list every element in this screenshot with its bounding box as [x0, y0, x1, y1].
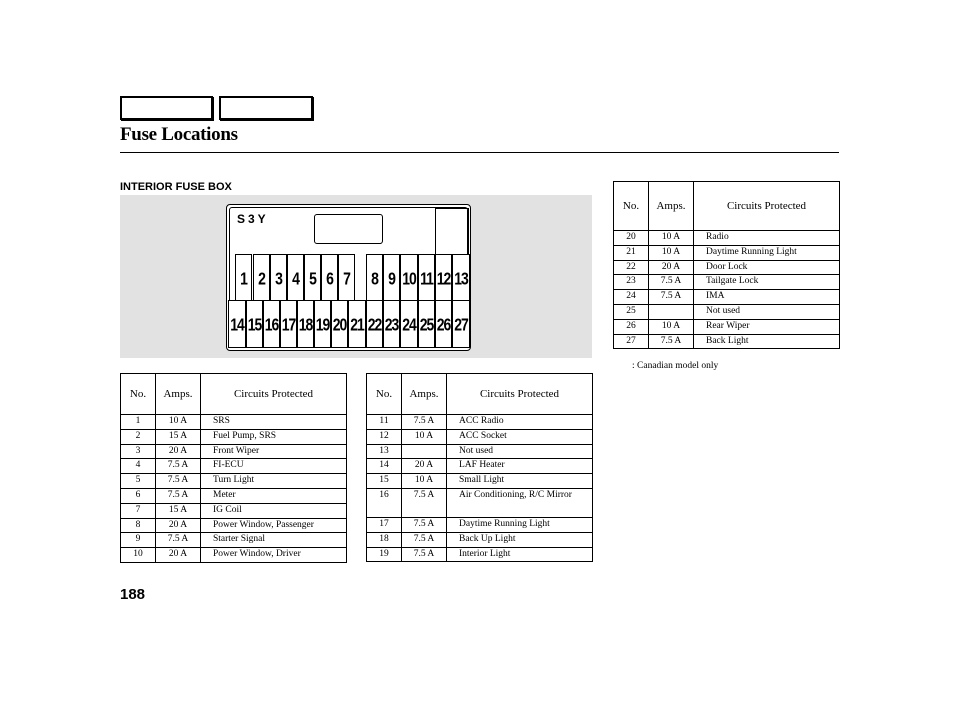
fuse-number-cell: 2: [121, 429, 156, 444]
amps-cell: 15 A: [156, 503, 201, 518]
circuit-cell: Air Conditioning, R/C Mirror: [447, 488, 593, 517]
fuse-number-label: 26: [436, 314, 451, 334]
circuit-cell: IG Coil: [201, 503, 347, 518]
circuit-cell: Not used: [447, 444, 593, 459]
circuit-cell: Turn Light: [201, 474, 347, 489]
circuit-cell: Back Light: [694, 334, 840, 349]
table-row: [367, 415, 593, 430]
table-row: [614, 319, 840, 334]
fuse-table-3: [613, 181, 840, 349]
table-row: [367, 547, 593, 562]
fuse-number-cell: 22: [614, 260, 649, 275]
amps-cell: 10 A: [402, 474, 447, 489]
circuit-cell: Starter Signal: [201, 533, 347, 548]
amps-cell: 7.5 A: [649, 334, 694, 349]
fuse-slot-19: [314, 300, 331, 348]
circuit-cell: Daytime Running Light: [447, 517, 593, 532]
fuse-slot-11: [418, 254, 435, 301]
fuse-slot-14: [228, 300, 246, 348]
amps-cell: 7.5 A: [402, 415, 447, 430]
fuse-number-cell: 19: [367, 547, 402, 562]
column-header-no: No.: [121, 374, 156, 415]
fuse-number-cell: 6: [121, 488, 156, 503]
fuse-table-2: [366, 373, 593, 562]
fuse-number-label: 18: [298, 314, 313, 334]
fuse-number-label: 8: [371, 267, 378, 288]
fuse-number-label: 17: [281, 314, 296, 334]
amps-cell: 20 A: [156, 548, 201, 563]
table-header-row: [614, 182, 840, 231]
table-row: [614, 275, 840, 290]
table-row: [121, 444, 347, 459]
column-header-circuits: Circuits Protected: [447, 374, 593, 415]
amps-cell: 7.5 A: [156, 533, 201, 548]
fuse-slot-17: [280, 300, 297, 348]
fuse-number-cell: 10: [121, 548, 156, 563]
amps-cell: 10 A: [649, 245, 694, 260]
model-code-label: S3Y: [237, 212, 269, 226]
table-row: [614, 260, 840, 275]
fuse-number-label: 13: [454, 267, 468, 288]
table-row: [367, 488, 593, 517]
amps-cell: 20 A: [649, 260, 694, 275]
fuse-number-label: 6: [326, 267, 333, 288]
fuse-number-label: 2: [258, 267, 265, 288]
fuse-number-label: 19: [315, 314, 330, 334]
circuit-cell: Power Window, Driver: [201, 548, 347, 563]
fuse-number-label: 3: [275, 267, 282, 288]
fuse-number-cell: 27: [614, 334, 649, 349]
amps-cell: 10 A: [156, 415, 201, 430]
fuse-number-label: 22: [367, 314, 382, 334]
fuse-slot-16: [263, 300, 280, 348]
table-row: [121, 533, 347, 548]
amps-cell: 10 A: [649, 231, 694, 246]
fuse-number-cell: 20: [614, 231, 649, 246]
circuit-cell: Radio: [694, 231, 840, 246]
footnote: : Canadian model only: [632, 361, 719, 371]
fuse-slot-9: [383, 254, 400, 301]
title-divider: [120, 152, 839, 153]
fuse-slot-25: [418, 300, 435, 348]
fuse-number-cell: 5: [121, 474, 156, 489]
circuit-cell: Daytime Running Light: [694, 245, 840, 260]
circuit-cell: Tailgate Lock: [694, 275, 840, 290]
fuse-slot-6: [321, 254, 338, 301]
table-row: [367, 532, 593, 547]
fuse-table-3-body: [614, 231, 840, 349]
table-row: [367, 474, 593, 489]
fuse-number-cell: 25: [614, 304, 649, 319]
fuse-number-label: 20: [332, 314, 347, 334]
fuse-number-cell: 24: [614, 290, 649, 305]
table-row: [121, 415, 347, 430]
fuse-slot-18: [297, 300, 314, 348]
table-row: [121, 429, 347, 444]
fuse-number-cell: 17: [367, 517, 402, 532]
table-row: [614, 245, 840, 260]
fuse-number-label: 24: [402, 314, 416, 334]
table-row: [121, 459, 347, 474]
circuit-cell: Power Window, Passenger: [201, 518, 347, 533]
page-number: 188: [120, 586, 146, 603]
fuse-slot-4: [287, 254, 304, 301]
table-row: [614, 231, 840, 246]
fuse-number-label: 16: [264, 314, 279, 334]
amps-cell: 7.5 A: [156, 459, 201, 474]
amps-cell: 7.5 A: [649, 275, 694, 290]
table-row: [367, 444, 593, 459]
fuse-number-cell: 4: [121, 459, 156, 474]
fuse-slot-5: [304, 254, 321, 301]
fuse-number-cell: 9: [121, 533, 156, 548]
circuit-cell: Front Wiper: [201, 444, 347, 459]
fuse-slot-13: [452, 254, 470, 301]
section-title: INTERIOR FUSE BOX: [120, 181, 232, 193]
fuse-number-cell: 1: [121, 415, 156, 430]
column-header-no: No.: [367, 374, 402, 415]
fuse-number-label: 7: [343, 267, 350, 288]
fuse-number-label: 12: [436, 267, 451, 288]
fuse-number-cell: 7: [121, 503, 156, 518]
circuit-cell: ACC Socket: [447, 429, 593, 444]
circuit-cell: Interior Light: [447, 547, 593, 562]
fuse-slot-7: [338, 254, 355, 301]
amps-cell: 7.5 A: [156, 474, 201, 489]
table-row: [367, 429, 593, 444]
fuse-number-label: 10: [402, 267, 416, 288]
fuse-number-cell: 26: [614, 319, 649, 334]
fuse-number-label: 1: [240, 267, 247, 288]
fuse-slot-2: [253, 254, 270, 301]
fuse-number-label: 27: [454, 314, 468, 334]
amps-cell: 20 A: [402, 459, 447, 474]
amps-cell: 7.5 A: [402, 547, 447, 562]
column-header-amps: Amps.: [402, 374, 447, 415]
table-row: [614, 334, 840, 349]
page-title: Fuse Locations: [120, 124, 238, 145]
table-row: [121, 503, 347, 518]
fuse-slot-1: [235, 254, 252, 301]
table-row: [614, 304, 840, 319]
table-row: [367, 517, 593, 532]
fuse-slot-26: [435, 300, 452, 348]
circuit-cell: Back Up Light: [447, 532, 593, 547]
amps-cell: [649, 304, 694, 319]
fuse-number-label: 14: [230, 314, 244, 334]
amps-cell: 10 A: [649, 319, 694, 334]
fuse-number-label: 11: [420, 267, 433, 288]
amps-cell: 15 A: [156, 429, 201, 444]
fuse-number-cell: 13: [367, 444, 402, 459]
circuit-cell: Door Lock: [694, 260, 840, 275]
amps-cell: 20 A: [156, 518, 201, 533]
amps-cell: 7.5 A: [156, 488, 201, 503]
circuit-cell: LAF Heater: [447, 459, 593, 474]
circuit-cell: Meter: [201, 488, 347, 503]
circuit-cell: Fuel Pump, SRS: [201, 429, 347, 444]
fuse-number-label: 23: [384, 314, 399, 334]
fuse-number-cell: 3: [121, 444, 156, 459]
nav-tab-box-1[interactable]: [120, 96, 213, 120]
fuse-slot-20: [331, 300, 348, 348]
fuse-number-cell: 23: [614, 275, 649, 290]
fuse-number-label: 9: [388, 267, 395, 288]
fuse-number-cell: 14: [367, 459, 402, 474]
fuse-number-label: 4: [292, 267, 299, 288]
table-row: [121, 488, 347, 503]
fuse-number-label: 25: [419, 314, 434, 334]
fuse-number-label: 5: [309, 267, 316, 288]
amps-cell: 7.5 A: [402, 532, 447, 547]
amps-cell: 10 A: [402, 429, 447, 444]
amps-cell: 20 A: [156, 444, 201, 459]
fuse-slot-12: [435, 254, 452, 301]
nav-tab-box-2[interactable]: [219, 96, 313, 120]
fuse-number-cell: 21: [614, 245, 649, 260]
circuit-cell: FI-ECU: [201, 459, 347, 474]
fuse-slot-10: [400, 254, 418, 301]
fuse-slot-24: [400, 300, 418, 348]
table-row: [121, 518, 347, 533]
fuse-number-label: 21: [350, 314, 364, 334]
table-header-row: [367, 374, 593, 415]
fuse-table-1-body: [121, 415, 347, 563]
fuse-slot-23: [383, 300, 400, 348]
amps-cell: [402, 444, 447, 459]
circuit-cell: SRS: [201, 415, 347, 430]
fuse-box-window: [314, 214, 383, 244]
circuit-cell: ACC Radio: [447, 415, 593, 430]
circuit-cell: IMA: [694, 290, 840, 305]
circuit-cell: Small Light: [447, 474, 593, 489]
circuit-cell: Not used: [694, 304, 840, 319]
fuse-slot-21: [348, 300, 366, 348]
fuse-slot-22: [366, 300, 383, 348]
table-row: [121, 548, 347, 563]
column-header-circuits: Circuits Protected: [201, 374, 347, 415]
amps-cell: 7.5 A: [402, 488, 447, 517]
column-header-no: No.: [614, 182, 649, 231]
table-row: [367, 459, 593, 474]
amps-cell: 7.5 A: [402, 517, 447, 532]
column-header-amps: Amps.: [156, 374, 201, 415]
column-header-amps: Amps.: [649, 182, 694, 231]
table-row: [121, 474, 347, 489]
fuse-slot-3: [270, 254, 287, 301]
fuse-slot-8: [366, 254, 383, 301]
fuse-number-cell: 11: [367, 415, 402, 430]
fuse-table-1: [120, 373, 347, 563]
fuse-number-cell: 8: [121, 518, 156, 533]
fuse-number-cell: 15: [367, 474, 402, 489]
fuse-table-2-body: [367, 415, 593, 562]
fuse-slot-27: [452, 300, 470, 348]
fuse-number-cell: 12: [367, 429, 402, 444]
fuse-number-cell: 18: [367, 532, 402, 547]
column-header-circuits: Circuits Protected: [694, 182, 840, 231]
fuse-number-cell: 16: [367, 488, 402, 517]
table-row: [614, 290, 840, 305]
fuse-number-label: 15: [247, 314, 262, 334]
fuse-slot-15: [246, 300, 263, 348]
table-header-row: [121, 374, 347, 415]
circuit-cell: Rear Wiper: [694, 319, 840, 334]
amps-cell: 7.5 A: [649, 290, 694, 305]
